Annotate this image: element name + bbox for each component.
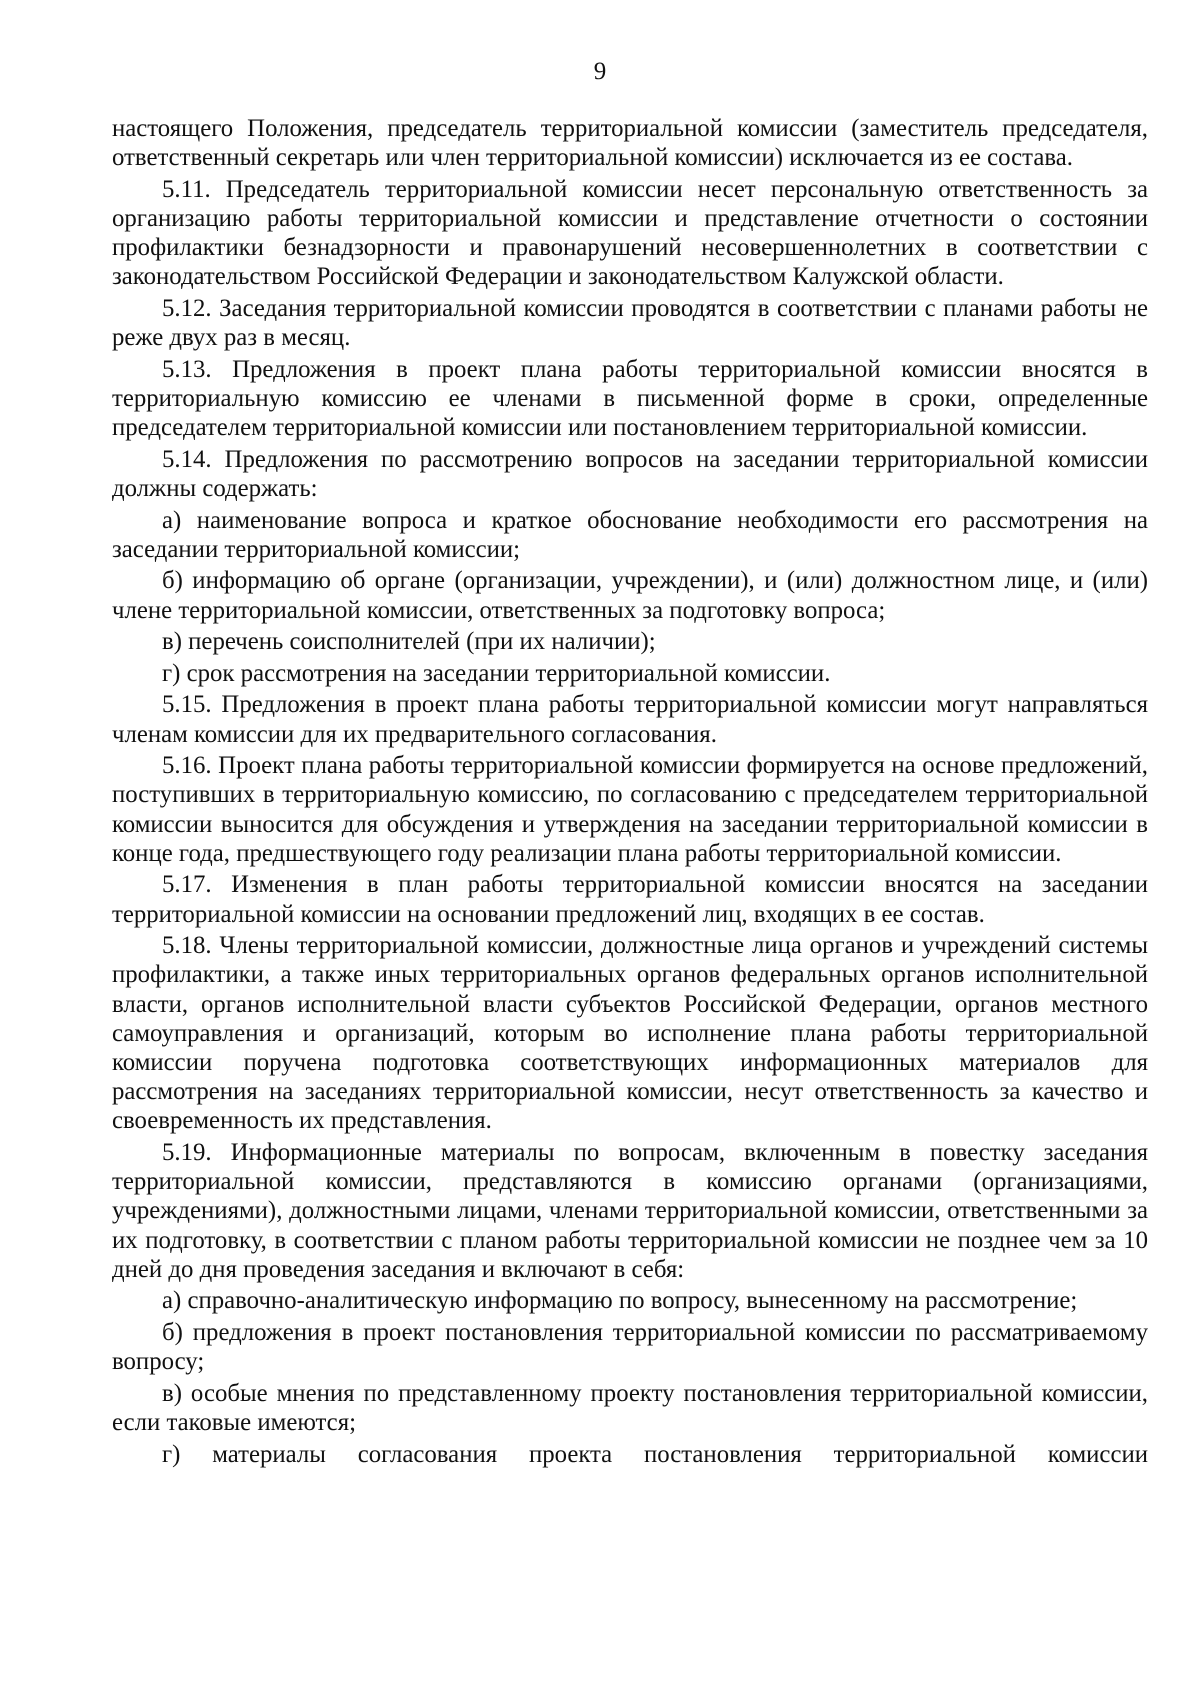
- list-item-5-14-a: а) наименование вопроса и краткое обоснование необходимости его рассмотрения на заседании территориальной комиссии;: [112, 506, 1148, 563]
- list-item-5-19-b: б) предложения в проект постановления территориальной комиссии по рассматриваемому вопросу;: [112, 1318, 1148, 1376]
- paragraph-5-11: 5.11. Председатель территориальной комиссии несет персональную ответственность за организацию работы территориальной комиссии и представление отчетности о состоянии профилактики безнадзорности и правонарушений несовершеннолетних в соответствии с законодательством Российской Федерации и законодательством Калужской области.: [112, 175, 1148, 291]
- paragraph-5-17: 5.17. Изменения в план работы территориальной комиссии вносятся на заседании территориальной комиссии на основании предложений лиц, входящих в ее состав.: [112, 871, 1148, 928]
- paragraph-5-12: 5.12. Заседания территориальной комиссии проводятся в соответствии с планами работы не реже двух раз в месяц.: [112, 295, 1148, 352]
- document-body: [112, 114, 1148, 1471]
- paragraph-5-16: 5.16. Проект плана работы территориальной комиссии формируется на основе предложений, поступивших в территориальную комиссию, по согласованию с председателем территориальной комиссии выносится для обсуждения и утверждения на заседании территориальной комиссии в конце года, предшествующего году реализации плана работы территориальной комиссии.: [112, 752, 1148, 867]
- paragraph-5-14: 5.14. Предложения по рассмотрению вопросов на заседании территориальной комиссии должны содержать:: [112, 445, 1148, 502]
- paragraph-continuation: настоящего Положения, председатель территориальной комиссии (заместитель председателя, ответственный секретарь или член территориальной комиссии) исключается из ее состава.: [112, 115, 1148, 172]
- paragraph-5-18: 5.18. Члены территориальной комиссии, должностные лица органов и учреждений системы профилактики, а также иных территориальных органов федеральных органов исполнительной власти, органов исполнительной власти субъектов Российской Федерации, органов местного самоуправления и организаций, которым во исполнение плана работы территориальной комиссии поручена подготовка соответствующих информационных материалов для рассмотрения на заседаниях территориальной комиссии, несут ответственность за качество и своевременность их представления.: [112, 932, 1148, 1135]
- paragraph-5-15: 5.15. Предложения в проект плана работы территориальной комиссии могут направляться членам комиссии для их предварительного согласования.: [112, 691, 1148, 748]
- list-item-5-14-v: в) перечень соисполнителей (при их наличии);: [162, 628, 656, 656]
- list-item-5-19-v: в) особые мнения по представленному проекту постановления территориальной комиссии, если таковые имеются;: [112, 1379, 1148, 1436]
- paragraph-5-13: 5.13. Предложения в проект плана работы территориальной комиссии вносятся в территориальную комиссию ее членами в письменной форме в сроки, определенные председателем территориальной комиссии или постановлением территориальной комиссии.: [112, 355, 1148, 442]
- list-item-5-19-g: г) материалы согласования проекта постановления территориальной комиссии: [162, 1440, 1148, 1468]
- paragraph-5-19: 5.19. Информационные материалы по вопросам, включенным в повестку заседания территориальной комиссии, представляются в комиссию органами (организациями, учреждениями), должностными лицами, членами территориальной комиссии, ответственными за их подготовку, в соответствии с планом работы территориальной комиссии не позднее чем за 10 дней до дня проведения заседания и включают в себя:: [112, 1138, 1148, 1283]
- list-item-5-14-b: б) информацию об органе (организации, учреждении), и (или) должностном лице, и (или) члене территориальной комиссии, ответственных за подготовку вопроса;: [112, 567, 1148, 624]
- page-number: 9: [593, 58, 607, 85]
- list-item-5-14-g: г) срок рассмотрения на заседании территориальной комиссии.: [162, 659, 831, 687]
- list-item-5-19-a: а) справочно-аналитическую информацию по вопросу, вынесенному на рассмотрение;: [162, 1287, 1078, 1315]
